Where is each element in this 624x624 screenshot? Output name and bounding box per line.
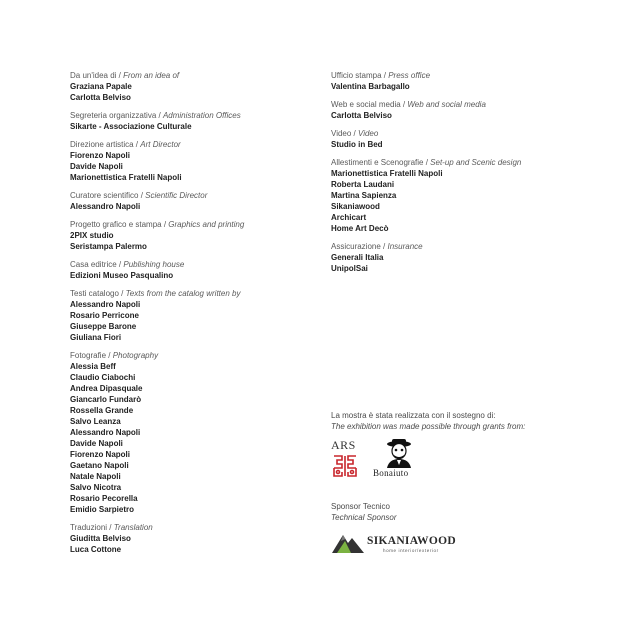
sikaniawood-logo [331,529,471,555]
role-italian: Da un'idea di [70,71,117,80]
credit-group [331,70,571,92]
credit-group [70,139,315,183]
credit-role-heading: Testi catalogo / Texts from the catalog written by [70,289,241,298]
credit-name: Martina Sapienza [331,191,397,200]
credit-name: 2PIX studio [70,231,114,240]
credit-role-heading: Curatore scientifico / Scientific Director [70,191,208,200]
credit-name: Sikarte - Associazione Culturale [70,122,192,131]
credit-group [331,157,571,234]
role-english: Photography [112,351,159,360]
sponsor-logos [331,438,571,482]
ars-seal-icon [331,454,359,478]
role-italian: Ufficio stampa [331,71,382,80]
credit-role-heading: Da un'idea di / From an idea of [70,71,180,80]
credit-name: Alessandro Napoli [70,428,141,437]
role-english: Insurance [387,242,423,251]
credit-group [70,350,315,515]
credit-group [331,241,571,274]
role-english: Texts from the catalog written by [125,289,241,298]
credit-name: UnipolSai [331,264,368,273]
credit-name: Fiorenzo Napoli [70,151,130,160]
credit-group [70,522,315,555]
role-english: Press office [388,71,431,80]
credit-group [70,190,315,212]
credit-name: Gaetano Napoli [70,461,129,470]
credit-group [70,219,315,252]
credit-name: Fiorenzo Napoli [70,450,130,459]
sponsor-label-en: Technical Sponsor [331,513,397,522]
credit-role-heading: Allestimenti e Scenografie / Set-up and Scenic design [331,158,522,167]
credit-role-heading: Segreteria organizzativa / Administration Offices [70,111,241,120]
role-italian: Testi catalogo [70,289,119,298]
credit-group [70,110,315,132]
credit-group [331,99,571,121]
sikaniawood-tagline: home interior/exterior [383,548,439,553]
credit-name: Studio in Bed [331,140,383,149]
bonaiuto-portrait-icon [373,438,425,468]
credit-name: Giancarlo Fundarò [70,395,142,404]
credit-name: Seristampa Palermo [70,242,147,251]
credit-name: Davide Napoli [70,162,123,171]
credits-right-column [331,70,571,281]
credit-name: Giuseppe Barone [70,322,137,331]
credit-name: Marionettistica Fratelli Napoli [331,169,443,178]
role-italian: Progetto grafico e stampa [70,220,162,229]
credit-role-heading: Web e social media / Web and social media [331,100,486,109]
credit-name: Claudio Ciabochi [70,373,136,382]
credit-role-heading: Traduzioni / Translation [70,523,153,532]
role-english: Publishing house [123,260,185,269]
role-italian: Segreteria organizzativa [70,111,157,120]
credit-name: Sikaniawood [331,202,380,211]
role-italian: Direzione artistica [70,140,134,149]
role-italian: Casa editrice [70,260,117,269]
credit-name: Carlotta Belviso [70,93,131,102]
ars-logo [331,438,361,478]
credit-role-heading: Fotografie / Photography [70,351,159,360]
credit-name: Emidio Sarpietro [70,505,135,514]
credit-name: Rossella Grande [70,406,134,415]
bonaiuto-logo-text: Bonaiuto [373,468,409,478]
technical-sponsor-label [331,501,397,523]
role-english: Administration Offices [162,111,241,120]
credit-name: Natale Napoli [70,472,121,481]
credit-name: Giuliana Fiori [70,333,122,342]
credit-role-heading: Video / Video [331,129,379,138]
role-english: Scientific Director [145,191,208,200]
credit-group [70,259,315,281]
credit-role-heading: Progetto grafico e stampa / Graphics and printing [70,220,245,229]
role-italian: Curatore scientifico [70,191,139,200]
credit-name: Archicart [331,213,367,222]
role-english: Web and social media [407,100,486,109]
credit-name: Alessandro Napoli [70,202,141,211]
ars-logo-text: ARS [331,438,356,452]
credit-role-heading: Ufficio stampa / Press office [331,71,431,80]
credit-name: Valentina Barbagallo [331,82,410,91]
credit-role-heading: Direzione artistica / Art Director [70,140,181,149]
sponsor-label-it: Sponsor Tecnico [331,502,390,511]
credit-name: Rosario Pecorella [70,494,138,503]
sikaniawood-mountain-icon [331,529,365,555]
credit-name: Roberta Laudani [331,180,395,189]
role-english: Graphics and printing [168,220,245,229]
credit-name: Graziana Papale [70,82,132,91]
credits-left-column [70,70,315,562]
role-italian: Assicurazione [331,242,381,251]
role-english: Translation [113,523,153,532]
credit-name: Home Art Decò [331,224,389,233]
credit-name: Andrea Dipasquale [70,384,143,393]
role-italian: Fotografie [70,351,107,360]
role-italian: Allestimenti e Scenografie [331,158,424,167]
role-italian: Web e social media [331,100,401,109]
sikaniawood-logo-text: SIKANIAWOOD [367,535,456,547]
support-text-en: The exhibition was made possible through grants from: [331,422,526,431]
credit-name: Giuditta Belviso [70,534,131,543]
credit-name: Davide Napoli [70,439,123,448]
credit-group [70,70,315,103]
support-note [331,410,571,432]
credit-role-heading: Assicurazione / Insurance [331,242,423,251]
credit-name: Salvo Nicotra [70,483,122,492]
credit-name: Carlotta Belviso [331,111,392,120]
role-english: From an idea of [123,71,180,80]
credit-group [70,288,315,343]
credit-name: Rosario Perricone [70,311,139,320]
credit-name: Alessandro Napoli [70,300,141,309]
credit-group [331,128,571,150]
credit-name: Salvo Leanza [70,417,121,426]
role-italian: Traduzioni [70,523,108,532]
credit-role-heading: Casa editrice / Publishing house [70,260,185,269]
bonaiuto-logo [373,438,425,480]
credit-name: Alessia Beff [70,362,116,371]
credit-name: Marionettistica Fratelli Napoli [70,173,182,182]
credit-name: Generali Italia [331,253,384,262]
role-english: Video [358,129,379,138]
support-text-it: La mostra è stata realizzata con il sostegno di: [331,411,496,420]
role-english: Art Director [140,140,181,149]
credit-name: Edizioni Museo Pasqualino [70,271,174,280]
role-english: Set-up and Scenic design [430,158,522,167]
role-italian: Video [331,129,352,138]
credit-name: Luca Cottone [70,545,122,554]
